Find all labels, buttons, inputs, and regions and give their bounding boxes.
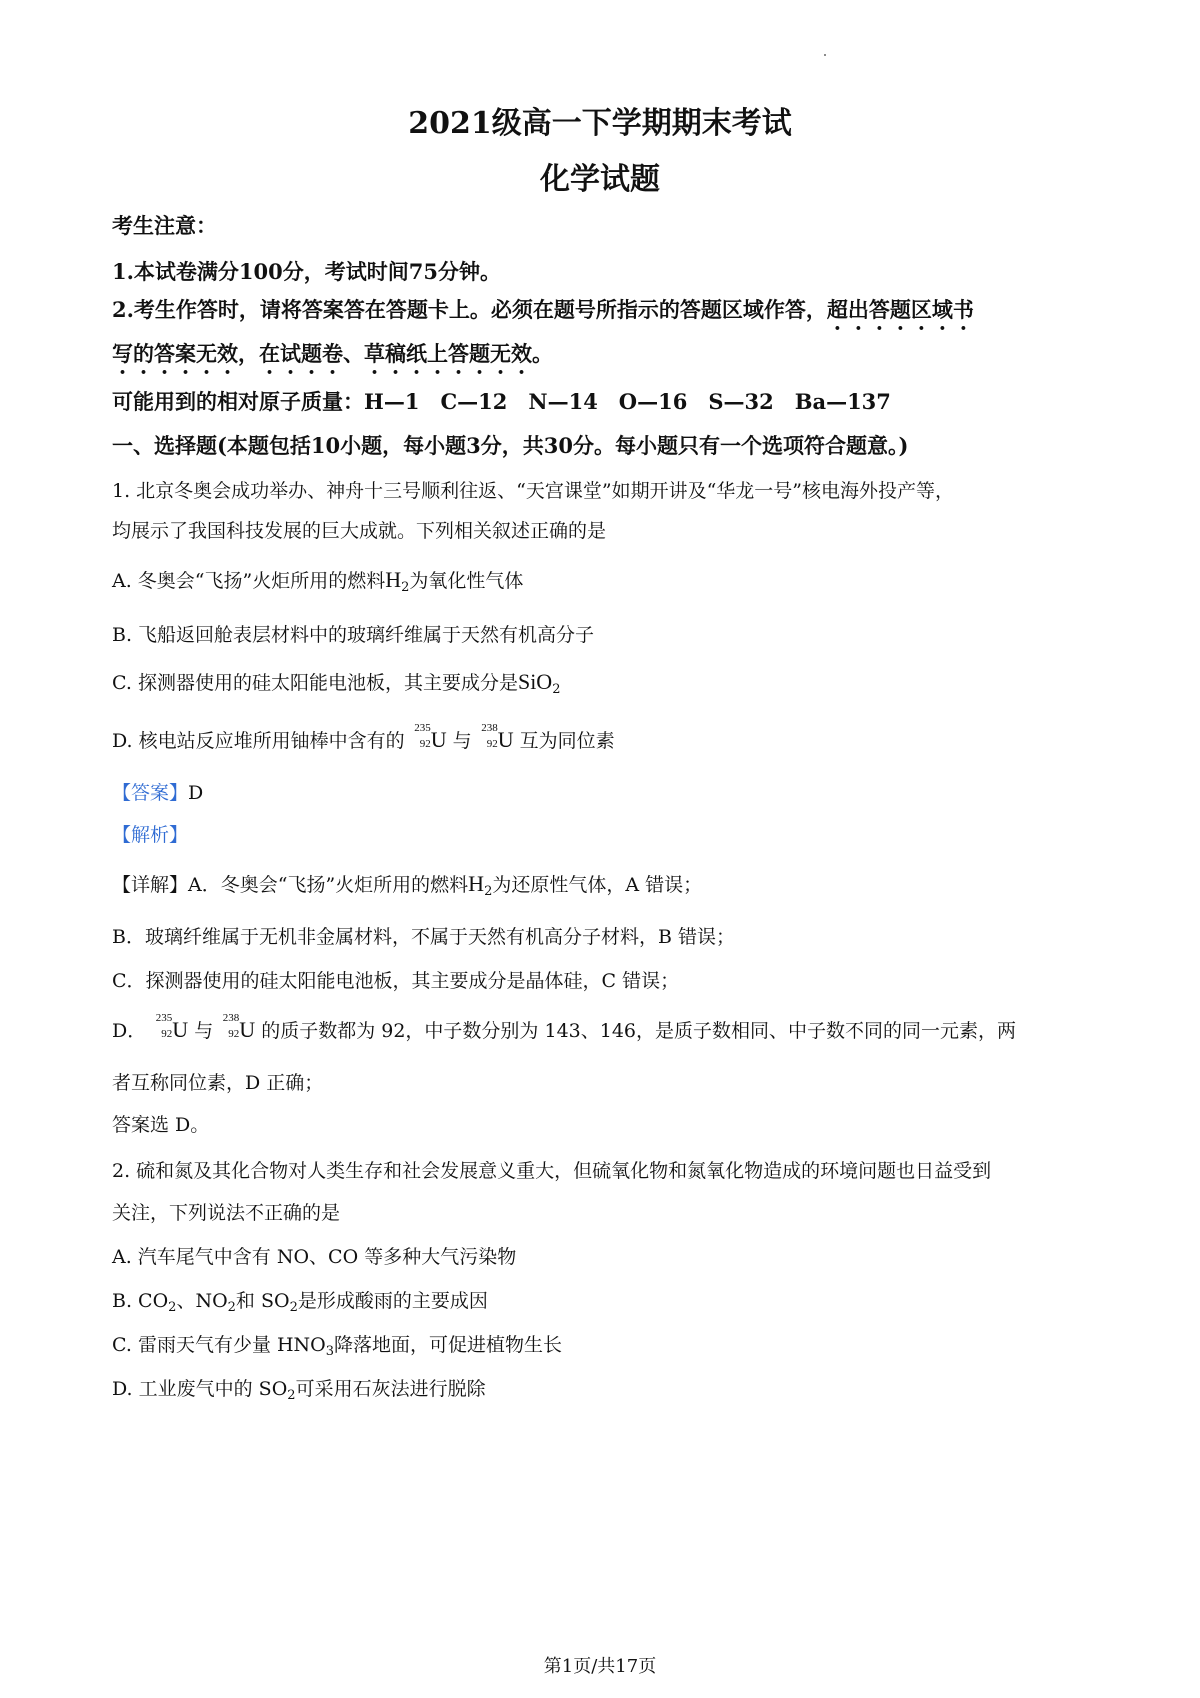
q1-detail-d-line2: 者互称同位素，D 正确； xyxy=(112,1072,324,1094)
q2-option-c: C. 雷雨天气有少量 $HNO_3$降落地面，可促进植物生长 xyxy=(112,1334,563,1359)
q1-option-c: C. 探测器使用的硅太阳能电池板，其主要成分是SiO$_2$ xyxy=(112,669,561,697)
q2-option-b: B. $CO_2$、$NO_2$和 $SO_2$是形成酸雨的主要成因 xyxy=(112,1290,488,1315)
section-heading: 一、选择题(本题包括10小题，每小题3分，共30分。每小题只有一个选项符合题意。) xyxy=(112,433,909,458)
scan-dot xyxy=(824,54,826,56)
q2-stem-line1: 2. 硫和氮及其化合物对人类生存和社会发展意义重大，但硫氧化物和氮氧化物造成的环境问题也日益受到 xyxy=(112,1160,992,1182)
q1-detail-c: C．探测器使用的硅太阳能电池板，其主要成分是晶体硅，C 错误； xyxy=(112,970,680,992)
nuclide-u238: 238 92 xyxy=(481,722,498,750)
atomic-masses: 可能用到的相对原子质量：H—1 C—12 N—14 O—16 S—32 Ba—137 xyxy=(112,389,891,414)
q1-answer: 【答案】D xyxy=(112,782,204,804)
notice-item-2-line2: 写的答案无效，在试题卷、草稿纸上答题无效。 xyxy=(112,341,553,366)
q1-detail-b: B．玻璃纤维属于无机非金属材料，不属于天然有机高分子材料，B 错误； xyxy=(112,926,735,948)
page-number: 第1页/共17页 xyxy=(543,1656,657,1677)
q1-analysis-label: 【解析】 xyxy=(112,824,189,846)
q2-option-d: D. 工业废气中的 $SO_2$可采用石灰法进行脱除 xyxy=(112,1378,486,1403)
q1-stem-line2: 均展示了我国科技发展的巨大成就。下列相关叙述正确的是 xyxy=(112,520,607,542)
q2-stem-line2: 关注，下列说法不正确的是 xyxy=(112,1202,341,1224)
notice-item-2-line1: 2.考生作答时，请将答案答在答题卡上。必须在题号所指示的答题区域作答，超出答题区域书 xyxy=(112,297,974,322)
q1-option-d: D. 核电站反应堆所用铀棒中含有的 235 92 U 与 238 92 U 互为同位素 xyxy=(112,722,615,752)
notice-item-1: 1.本试卷满分100分，考试时间75分钟。 xyxy=(112,259,501,284)
q2-option-a: A. 汽车尾气中含有 NO、CO 等多种大气污染物 xyxy=(112,1246,517,1268)
q1-detail-d-line1: D． 235 92 U 与 238 92 U 的质子数都为 92，中子数分别为 143、146，是质子数相同、中子数不同的同一元素，两 xyxy=(112,1012,1017,1042)
notice-heading: 考生注意： xyxy=(112,213,217,238)
exam-title: 2021级高一下学期期末考试 xyxy=(408,106,792,141)
q1-option-a: A. 冬奥会“飞扬”火炬所用的燃料$H_2$为氧化性气体 xyxy=(112,567,524,595)
exam-subtitle: 化学试题 xyxy=(540,162,660,197)
q1-detail-a: 【详解】A．冬奥会“飞扬”火炬所用的燃料$H_2$为还原性气体，A 错误； xyxy=(112,871,703,899)
notice-emphasis: 超出答题区域书 xyxy=(826,297,974,322)
answer-label: 【答案】 xyxy=(112,782,189,804)
q1-conclusion: 答案选 D。 xyxy=(112,1114,210,1136)
q1-option-b: B. 飞船返回舱表层材料中的玻璃纤维属于天然有机高分子 xyxy=(112,624,595,646)
nuclide-u235: 235 92 xyxy=(414,722,431,750)
q1-stem-line1: 1. 北京冬奥会成功举办、神舟十三号顺利往返、“天宫课堂”如期开讲及“华龙一号”核电海外投产等， xyxy=(112,480,955,502)
